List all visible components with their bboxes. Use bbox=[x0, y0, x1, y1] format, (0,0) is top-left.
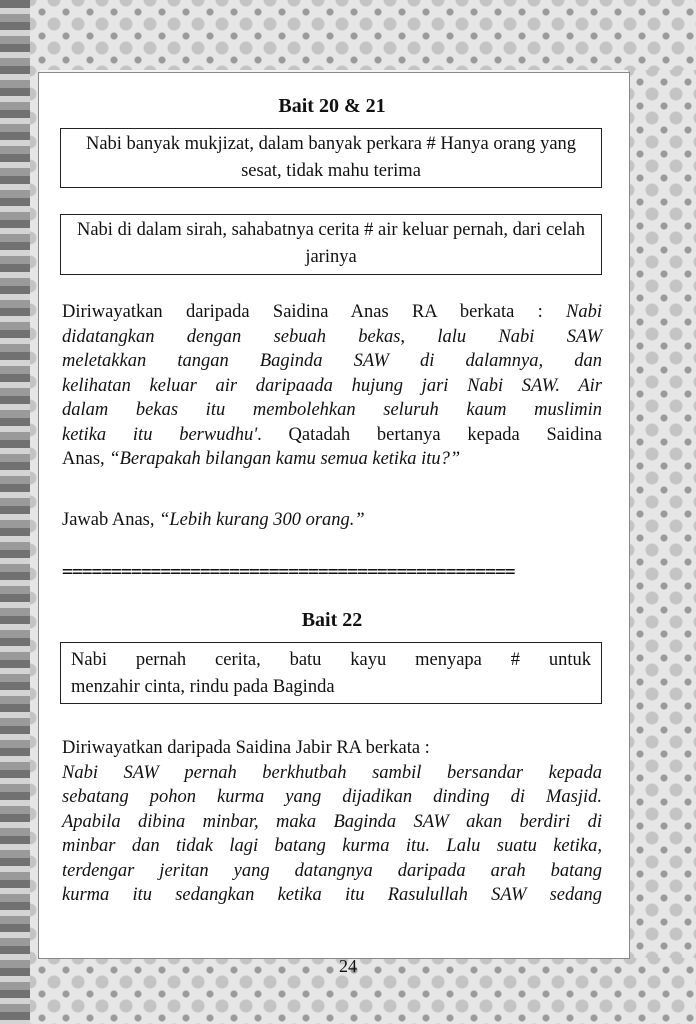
section-divider: ============================================== bbox=[62, 563, 515, 581]
section-heading-bait-20-21: Bait 20 & 21 bbox=[278, 95, 386, 117]
narration-line: minbar dan tidak lagi batang kurma itu. Lalu suatu ketika, bbox=[62, 836, 602, 856]
narration-intro-jabir: Diriwayatkan daripada Saidina Jabir RA berkata : bbox=[62, 738, 430, 758]
narration-line: sebatang pohon kurma yang dijadikan dinding di Masjid. bbox=[62, 787, 602, 807]
section-heading-bait-22: Bait 22 bbox=[301, 609, 363, 631]
narration-line: ketika itu berwudhu' bbox=[62, 424, 258, 445]
verse-box-3-line-1: Nabi pernah cerita, batu kayu menyapa # untuk bbox=[71, 650, 591, 670]
narration-paragraph-jabir bbox=[62, 736, 602, 908]
narration-line: terdengar jeritan yang datangnya daripada arah batang bbox=[62, 860, 602, 881]
answer-prefix: Jawab Anas, bbox=[62, 510, 160, 530]
narration-quote: “Berapakah bilangan kamu semua ketika itu?” bbox=[109, 449, 461, 469]
book-spine-shadow bbox=[0, 0, 30, 1024]
ornamental-border-right bbox=[628, 70, 696, 958]
verse-box-3 bbox=[60, 642, 602, 704]
narration-line: Nabi bbox=[566, 302, 602, 322]
narration-line: kelihatan keluar air daripaada hujung jari Nabi SAW. Air bbox=[62, 375, 602, 396]
narration-line: Apabila dibina minbar, maka Baginda SAW akan berdiri di bbox=[62, 811, 602, 832]
narration-line: dalam bekas itu membolehkan seluruh kaum muslimin bbox=[62, 400, 602, 420]
narration-last-prefix: Anas, bbox=[62, 449, 110, 469]
verse-box-2: Nabi di dalam sirah, sahabatnya cerita # air keluar pernah, dari celah jarinya bbox=[60, 214, 602, 275]
narration-line: Nabi SAW pernah berkhutbah sambil bersandar kepada bbox=[62, 762, 602, 783]
narration-paragraph-anas bbox=[62, 300, 602, 472]
page-number: 24 bbox=[339, 956, 357, 976]
ornamental-border-top bbox=[30, 0, 696, 70]
narration-intro: Diriwayatkan daripada Saidina Anas RA berkata : bbox=[62, 302, 567, 322]
narration-rest: . Qatadah bertanya kepada Saidina bbox=[257, 424, 602, 445]
answer-line bbox=[62, 508, 602, 533]
narration-line: didatangkan dengan sebuah bekas, lalu Nabi SAW bbox=[62, 326, 602, 347]
verse-box-1: Nabi banyak mukjizat, dalam banyak perkara # Hanya orang yang sesat, tidak mahu terima bbox=[60, 128, 602, 188]
answer-quote: “Lebih kurang 300 orang.” bbox=[159, 510, 365, 530]
narration-line: meletakkan tangan Baginda SAW di dalamnya, dan bbox=[62, 351, 602, 371]
narration-line: kurma itu sedangkan ketika itu Rasulullah SAW sedang bbox=[62, 885, 602, 905]
verse-box-3-line-2: menzahir cinta, rindu pada Baginda bbox=[71, 677, 335, 697]
